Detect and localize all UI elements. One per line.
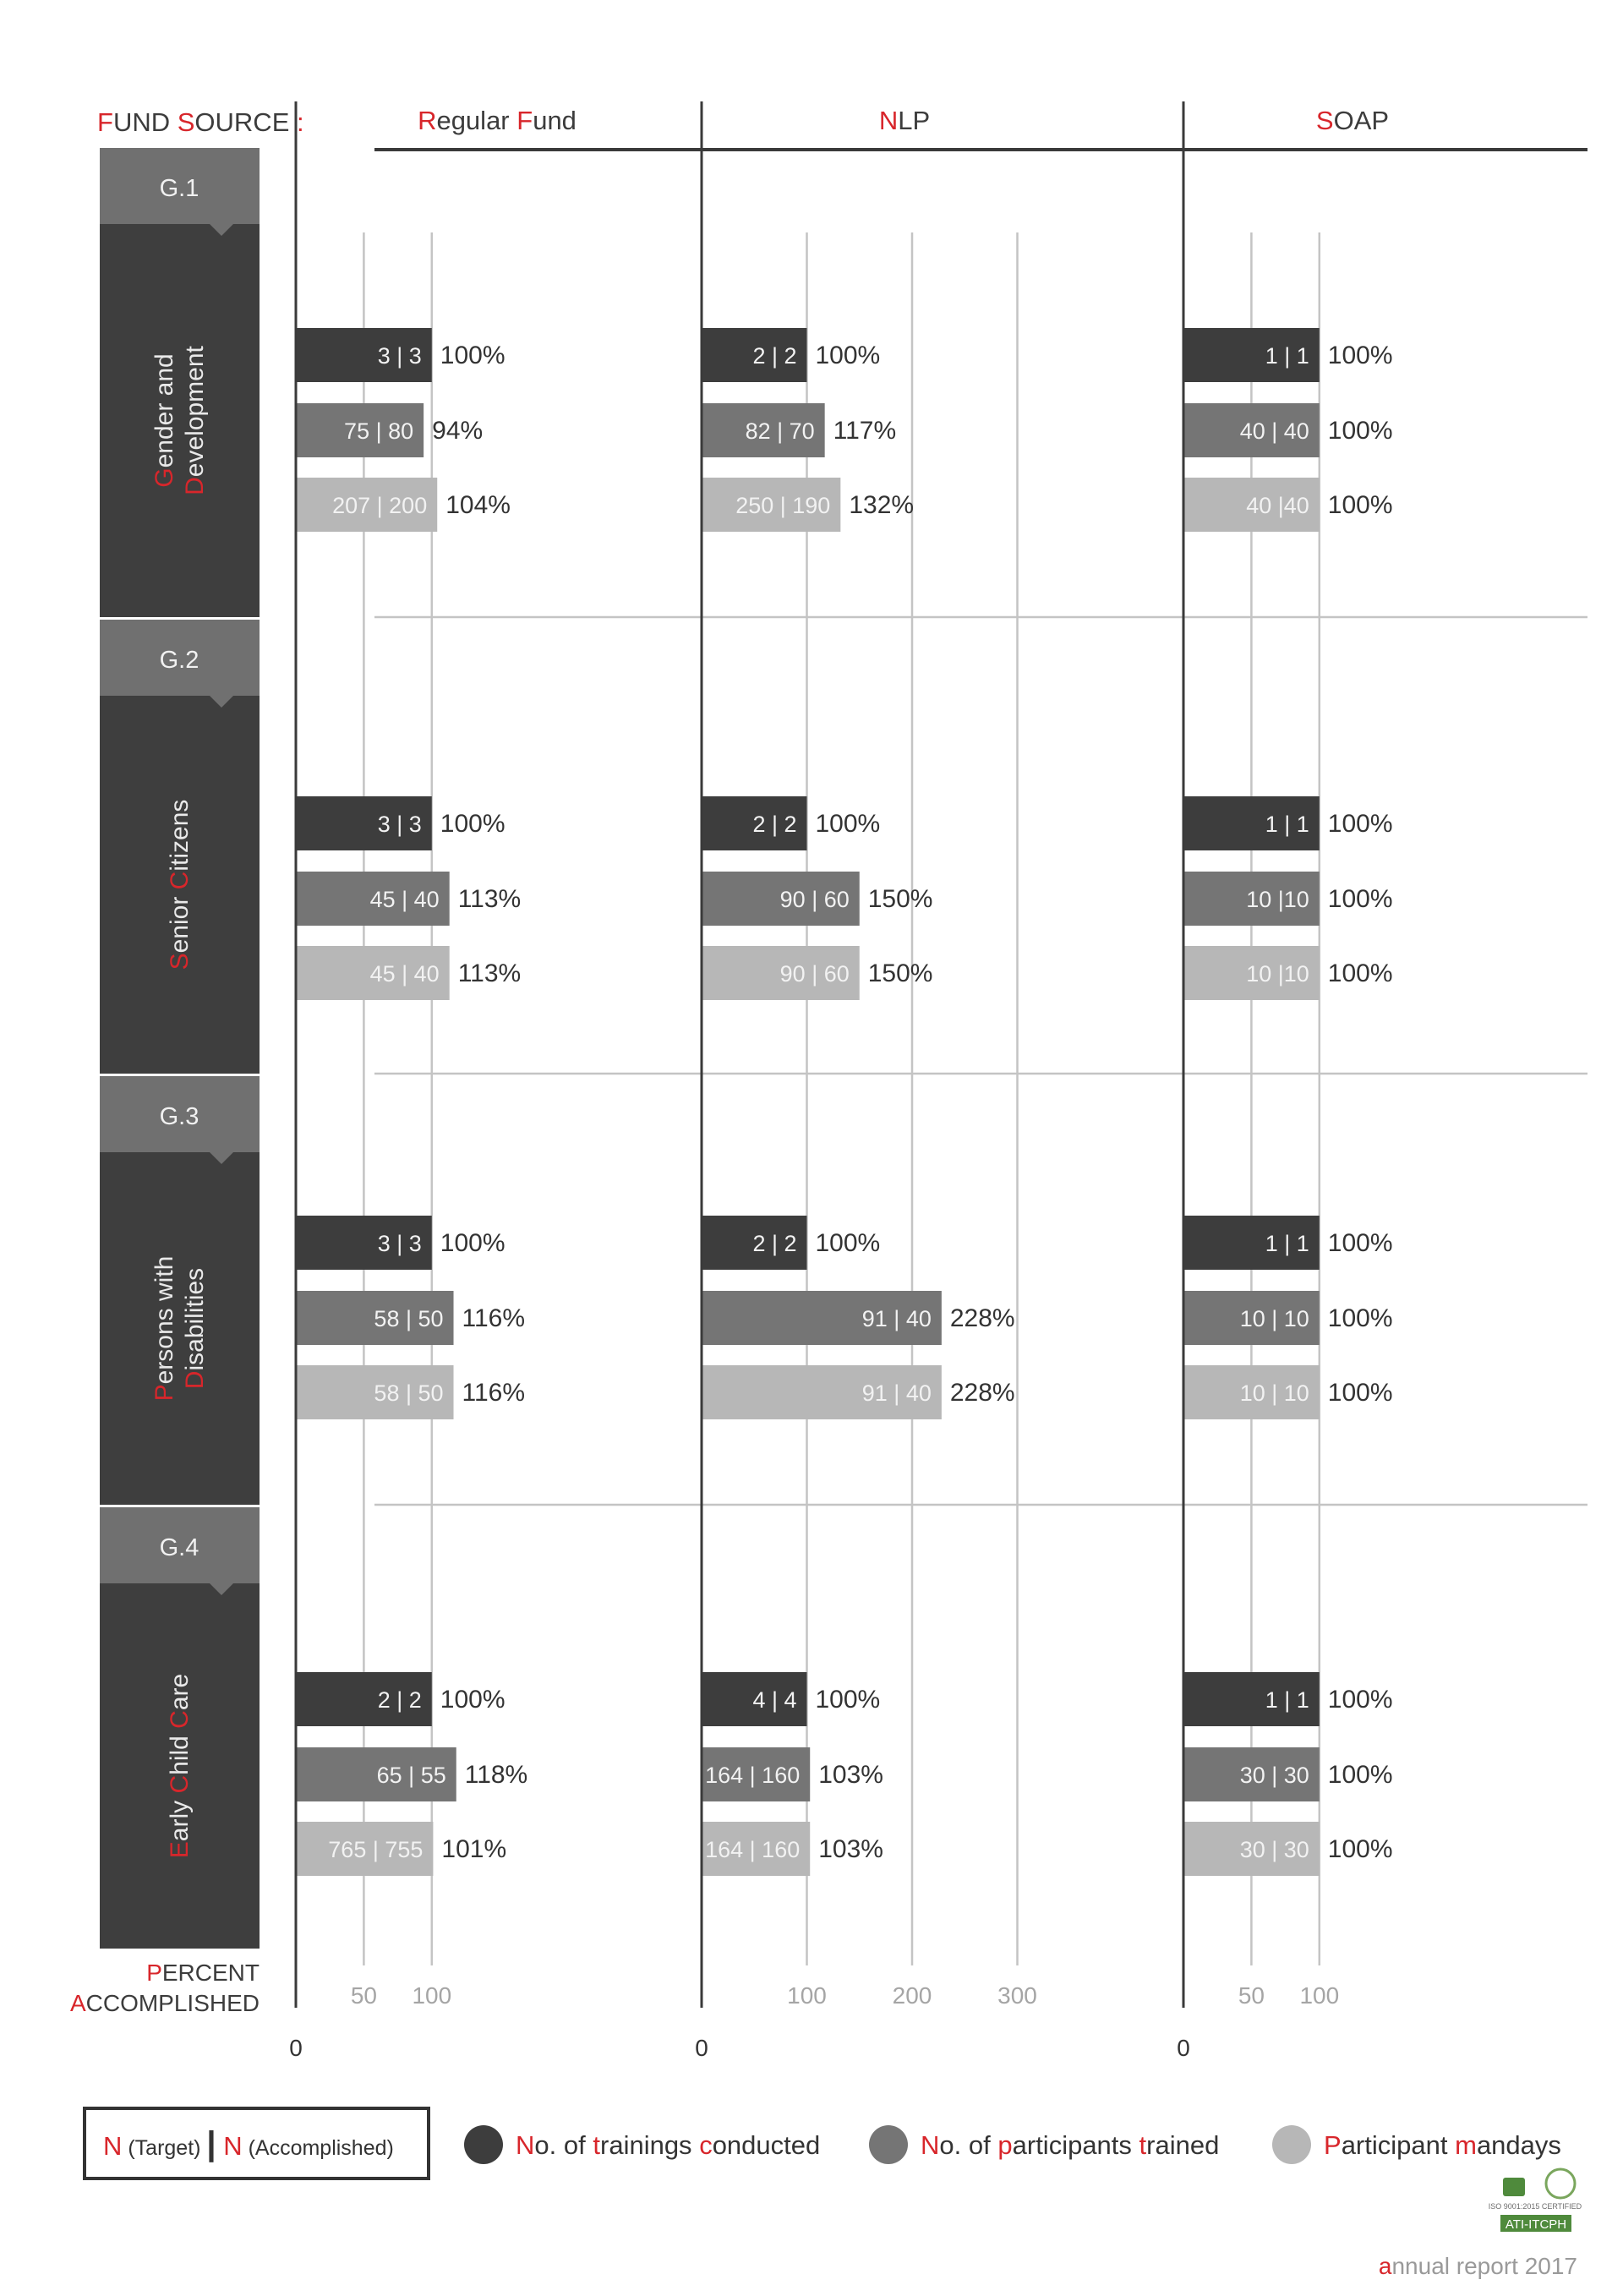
initial-letter: S bbox=[166, 953, 194, 970]
bar-value-label: 164 | 160 bbox=[705, 1837, 801, 1862]
percent-label: 103% bbox=[818, 1835, 883, 1863]
fund-source-label bbox=[97, 107, 304, 137]
percent-label: 94% bbox=[432, 417, 484, 445]
bars bbox=[296, 328, 1393, 1876]
initial-letter: o bbox=[968, 2130, 984, 2160]
bar-value-label: 1 | 1 bbox=[1265, 343, 1309, 369]
bar-value-label: 90 | 60 bbox=[779, 887, 850, 912]
bar-value-label: 3 | 3 bbox=[377, 343, 422, 369]
bar-value-label: 10 |10 bbox=[1246, 961, 1309, 987]
percent-label: 100% bbox=[815, 342, 881, 369]
word-rest: LP bbox=[898, 106, 931, 135]
axis-title-line bbox=[70, 1990, 260, 2016]
initial-letter: t bbox=[593, 2130, 600, 2160]
bar-value-label: 4 | 4 bbox=[752, 1687, 797, 1713]
initial-letter: p bbox=[997, 2130, 1013, 2160]
percent-label: 103% bbox=[818, 1761, 883, 1789]
percent-label: 100% bbox=[1327, 1761, 1393, 1789]
bar-value-label: 75 | 80 bbox=[344, 418, 414, 444]
word-rest: enior bbox=[166, 896, 194, 954]
initial-letter: o bbox=[563, 2130, 579, 2160]
bar-value-label: 40 | 40 bbox=[1239, 418, 1309, 444]
word-rest: itizens bbox=[166, 799, 194, 872]
percent-accomplished-title bbox=[70, 1960, 260, 2016]
grid bbox=[363, 232, 1587, 1965]
tick-label: 50 bbox=[350, 1982, 377, 2009]
group-id-label: G.4 bbox=[159, 1534, 199, 1561]
word-rest: f bbox=[578, 2130, 586, 2160]
fund-title-regular-fund bbox=[418, 106, 577, 135]
word-rest: rainings bbox=[600, 2130, 692, 2160]
bar-value-label: 250 | 190 bbox=[735, 493, 831, 518]
initial-letter: P bbox=[1324, 2130, 1342, 2160]
word-rest: f bbox=[983, 2130, 991, 2160]
word-rest: OAP bbox=[1333, 106, 1390, 135]
word-rest: o. bbox=[534, 2130, 557, 2160]
word-rest: articipants bbox=[1012, 2130, 1132, 2160]
word-rest: o. bbox=[939, 2130, 962, 2160]
legend-item-label bbox=[921, 2130, 1219, 2160]
legend-key-text bbox=[103, 2125, 394, 2162]
tick-label: 100 bbox=[412, 1982, 452, 2009]
bar-value-label: 10 |10 bbox=[1246, 887, 1309, 912]
initial-letter: E bbox=[166, 1841, 194, 1859]
percent-label: 100% bbox=[815, 810, 881, 838]
initial-letter: w bbox=[150, 1282, 178, 1301]
fund-source-header bbox=[97, 106, 1587, 150]
legend-swatch bbox=[1272, 2125, 1311, 2164]
certification-logo bbox=[1489, 2169, 1582, 2232]
bar-value-label: 91 | 40 bbox=[861, 1306, 932, 1331]
percent-label: 132% bbox=[849, 491, 915, 519]
globe-logo-icon bbox=[1546, 2169, 1575, 2198]
percent-label: 100% bbox=[1327, 885, 1393, 913]
fund-title-soap bbox=[1316, 106, 1389, 135]
initial-letter: S bbox=[177, 107, 195, 137]
percent-label: 116% bbox=[462, 1379, 526, 1407]
legend-swatch bbox=[869, 2125, 908, 2164]
percent-label: 118% bbox=[464, 1761, 528, 1789]
category-panel bbox=[100, 1152, 260, 1505]
word-rest: are bbox=[166, 1673, 194, 1711]
initial-letter: c bbox=[699, 2130, 713, 2160]
word-rest: onducted bbox=[712, 2130, 821, 2160]
percent-label: 150% bbox=[867, 885, 933, 913]
word-rest: egular bbox=[436, 106, 510, 135]
bar-value-label: 65 | 55 bbox=[376, 1763, 446, 1788]
initial-letter: R bbox=[418, 106, 437, 135]
percent-label: 117% bbox=[833, 417, 897, 445]
group-id-label: G.1 bbox=[159, 175, 199, 202]
initial-letter: t bbox=[1139, 2130, 1147, 2160]
house-logo-icon bbox=[1503, 2178, 1525, 2196]
initial-letter: N bbox=[878, 106, 899, 135]
word-rest: ERCENT bbox=[161, 1960, 260, 1986]
initial-letter: F bbox=[97, 107, 113, 137]
axis-title-line bbox=[146, 1960, 260, 1986]
bar-value-label: 90 | 60 bbox=[779, 961, 850, 987]
initial-letter: D bbox=[181, 477, 209, 495]
bar-value-label: 30 | 30 bbox=[1239, 1763, 1309, 1788]
bar-value-label: 1 | 1 bbox=[1265, 1687, 1309, 1713]
bar-value-label: 91 | 40 bbox=[861, 1380, 932, 1406]
initial-letter: C bbox=[166, 1774, 194, 1794]
percent-label: 100% bbox=[440, 810, 505, 838]
category-label bbox=[150, 353, 178, 487]
tick-label: 100 bbox=[787, 1982, 827, 2009]
percent-label: 100% bbox=[1327, 1686, 1393, 1714]
legend-key-part: N bbox=[216, 2131, 243, 2161]
initial-letter: C bbox=[166, 1710, 194, 1729]
bar-value-label: 40 |40 bbox=[1246, 493, 1309, 518]
zero-tick-label: 0 bbox=[289, 2035, 303, 2061]
word-rest: articipant bbox=[1341, 2130, 1448, 2160]
tick-label: 100 bbox=[1299, 1982, 1340, 2009]
category-label bbox=[166, 800, 194, 970]
word-rest: andays bbox=[1476, 2130, 1561, 2160]
initial-letter: A bbox=[69, 1990, 86, 2016]
percent-label: 100% bbox=[1327, 1229, 1393, 1257]
legend-swatch bbox=[464, 2125, 503, 2164]
bar-value-label: 2 | 2 bbox=[752, 1231, 797, 1256]
zero-tick-label: 0 bbox=[1177, 2035, 1190, 2061]
initial-letter: C bbox=[166, 871, 194, 890]
bar-value-label: 82 | 70 bbox=[745, 418, 815, 444]
legend bbox=[85, 2108, 1561, 2178]
percent-label: 100% bbox=[1327, 810, 1393, 838]
percent-label: 100% bbox=[1327, 342, 1393, 369]
initial-letter: a bbox=[150, 381, 178, 396]
word-rest: OURCE bbox=[194, 107, 290, 137]
group-id-label: G.2 bbox=[159, 647, 199, 674]
percent-label: 150% bbox=[867, 959, 933, 987]
category-panel bbox=[100, 224, 260, 617]
cert-text: ISO 9001:2015 CERTIFIED bbox=[1488, 2202, 1582, 2211]
category-label bbox=[181, 1268, 209, 1389]
footer-rest: nnual report 2017 bbox=[1391, 2253, 1577, 2279]
initial-letter: S bbox=[1315, 106, 1334, 135]
percent-label: 116% bbox=[462, 1304, 526, 1332]
initial-letter: N bbox=[921, 2130, 940, 2160]
word-rest: hild bbox=[166, 1736, 194, 1775]
tick-label: 300 bbox=[997, 1982, 1037, 2009]
percent-label: 100% bbox=[1327, 1835, 1393, 1863]
word-rest: isabilities bbox=[181, 1267, 209, 1371]
footer-text bbox=[1379, 2253, 1577, 2279]
org-name: ATI-ITCPH bbox=[1505, 2217, 1567, 2232]
category-column bbox=[100, 148, 260, 1949]
bar-value-label: 3 | 3 bbox=[377, 812, 422, 837]
zero-tick-label: 0 bbox=[695, 2035, 708, 2061]
initial-letter: N bbox=[516, 2130, 535, 2160]
bar-value-label: 765 | 755 bbox=[328, 1837, 424, 1862]
word-rest: evelopment bbox=[181, 346, 209, 478]
initial-letter: P bbox=[150, 1384, 178, 1402]
tick-label: 50 bbox=[1238, 1982, 1265, 2009]
group-id-label: G.3 bbox=[159, 1103, 199, 1130]
initial-letter: D bbox=[181, 1370, 209, 1390]
bar-value-label: 1 | 1 bbox=[1265, 1231, 1309, 1256]
percent-label: 100% bbox=[1327, 417, 1393, 445]
percent-label: 100% bbox=[440, 1686, 505, 1714]
bar-value-label: 45 | 40 bbox=[369, 961, 440, 987]
word-rest: ith bbox=[150, 1255, 178, 1283]
percent-label: 100% bbox=[1327, 1379, 1393, 1407]
bar-value-label: 1 | 1 bbox=[1265, 812, 1309, 837]
initial-letter: : bbox=[297, 107, 304, 137]
bar-value-label: 10 | 10 bbox=[1239, 1306, 1309, 1331]
bar-value-label: 164 | 160 bbox=[705, 1763, 801, 1788]
category-label bbox=[181, 345, 209, 495]
bar-value-label: 58 | 50 bbox=[374, 1380, 444, 1406]
bar-value-label: 207 | 200 bbox=[332, 493, 428, 518]
legend-key-part: | bbox=[206, 2125, 216, 2162]
bar-value-label: 30 | 30 bbox=[1239, 1837, 1309, 1862]
bar-value-label: 2 | 2 bbox=[752, 812, 797, 837]
word-rest: und bbox=[533, 106, 577, 135]
percent-label: 100% bbox=[440, 342, 505, 369]
legend-item-label bbox=[516, 2130, 820, 2160]
percent-label: 100% bbox=[1327, 959, 1393, 987]
legend-item-label bbox=[1324, 2130, 1561, 2160]
initial-letter: m bbox=[1455, 2130, 1477, 2160]
percent-label: 228% bbox=[949, 1304, 1015, 1332]
percent-label: 101% bbox=[441, 1835, 507, 1863]
bar-value-label: 58 | 50 bbox=[374, 1306, 444, 1331]
percent-label: 228% bbox=[949, 1379, 1015, 1407]
word-rest: CCOMPLISHED bbox=[85, 1990, 260, 2016]
percent-label: 113% bbox=[457, 959, 522, 987]
bar-value-label: 45 | 40 bbox=[369, 887, 440, 912]
word-rest: ender bbox=[150, 402, 178, 468]
category-label bbox=[166, 1674, 194, 1858]
tick-label: 200 bbox=[892, 1982, 932, 2009]
fund-title-nlp bbox=[879, 106, 930, 135]
footer-initial: a bbox=[1378, 2253, 1392, 2279]
word-rest: rained bbox=[1146, 2130, 1220, 2160]
bar-value-label: 3 | 3 bbox=[377, 1231, 422, 1256]
word-rest: nd bbox=[150, 353, 178, 382]
bar-value-label: 10 | 10 bbox=[1239, 1380, 1309, 1406]
word-rest: arly bbox=[166, 1800, 194, 1842]
bar-value-label: 2 | 2 bbox=[752, 343, 797, 369]
word-rest: UND bbox=[112, 107, 171, 137]
percent-label: 100% bbox=[1327, 491, 1393, 519]
bar-value-label: 2 | 2 bbox=[377, 1687, 422, 1713]
percent-label: 100% bbox=[1327, 1304, 1393, 1332]
initial-letter: F bbox=[516, 106, 533, 135]
category-label bbox=[150, 1256, 178, 1402]
percent-label: 100% bbox=[815, 1229, 881, 1257]
legend-key-part: N bbox=[103, 2131, 123, 2161]
initial-letter: P bbox=[146, 1960, 162, 1986]
legend-key-part: (Accomplished) bbox=[242, 2136, 394, 2160]
percent-label: 100% bbox=[440, 1229, 505, 1257]
percent-label: 104% bbox=[445, 491, 511, 519]
percent-label: 113% bbox=[457, 885, 522, 913]
percent-label: 100% bbox=[815, 1686, 881, 1714]
legend-key-part: (Target) bbox=[122, 2136, 207, 2160]
initial-letter: G bbox=[150, 467, 178, 488]
word-rest: ersons bbox=[150, 1308, 178, 1385]
